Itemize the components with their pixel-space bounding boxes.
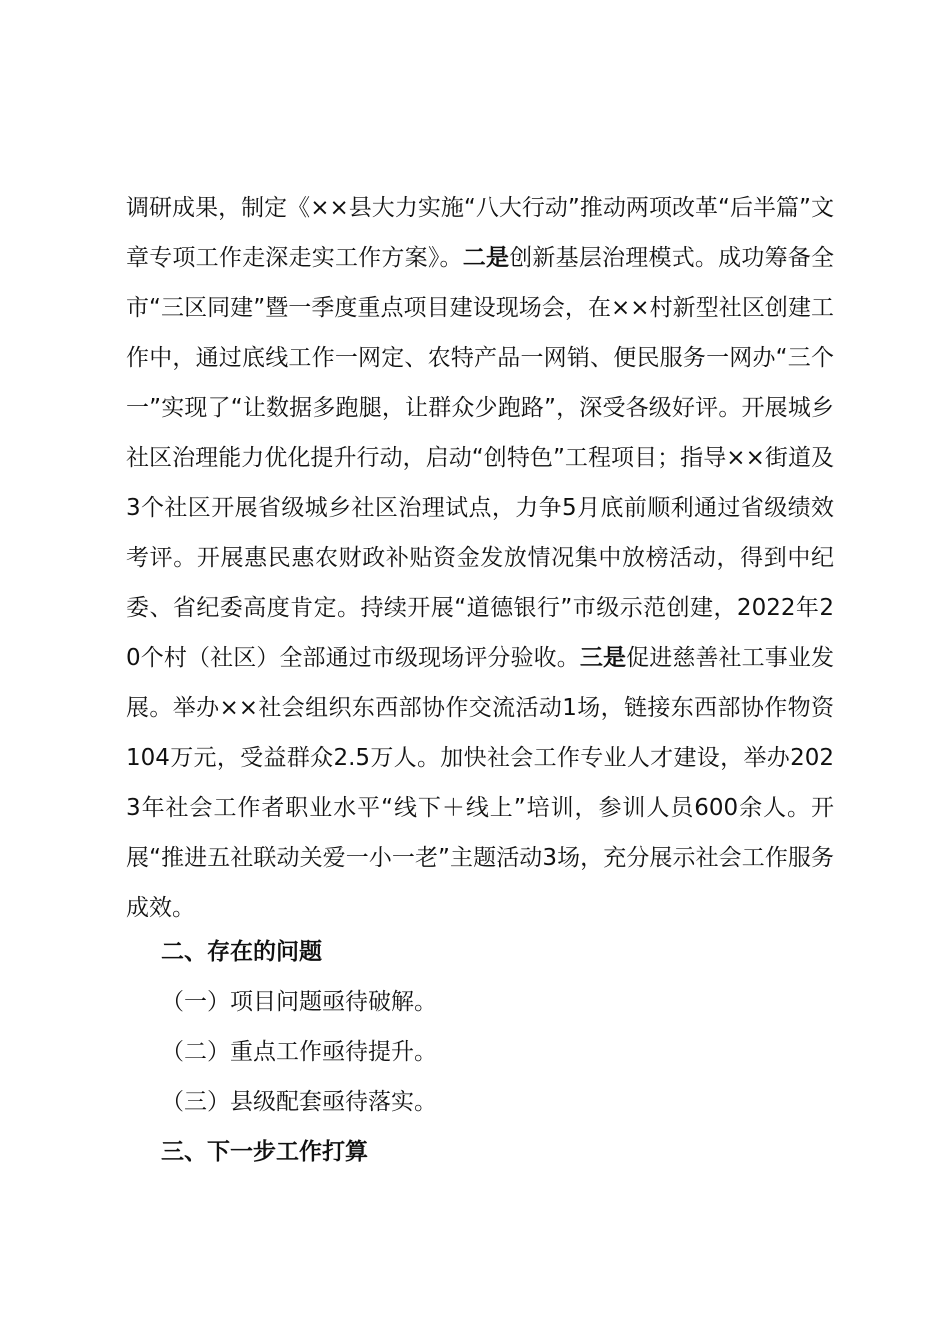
problem-item-3: （三）县级配套亟待落实。 [161, 1089, 437, 1115]
problem-item-2: （二）重点工作亟待提升。 [161, 1039, 437, 1065]
paragraph-text-2: 创新基层治理模式。成功筹备全市“三区同建”暨一季度重点项目建设现场会，在××村新型社区创建工作中，通过底线工作一网定、农特产品一网销、便民服务一网办“三个一”实现了“让数据多跑腿，让群众少跑路”，深受各级好评。开展城乡社区治理能力优化提升行动，启动“创特色”工程项目；指导××街道及3个社区开展省级城乡社区治理试点，力争5月底前顺利通过省级绩效考评。开展惠民惠农财政补贴资金发放情况集中放榜活动，得到中纪委、省纪委高度肯定。持续开展“道德银行”市级示范创建，2022年20个村（社区）全部通过市级现场评分验收。 [126, 245, 835, 671]
section-heading-next-steps: 三、下一步工作打算 [161, 1139, 368, 1165]
bold-marker-3: 三是 [579, 645, 627, 671]
problem-item-1: （一）项目问题亟待破解。 [161, 989, 437, 1015]
body-paragraph [126, 183, 834, 933]
paragraph-text-3: 促进慈善社工事业发展。举办××社会组织东西部协作交流活动1场，链接东西部协作物资104万元，受益群众2.5万人。加快社会工作专业人才建设，举办2023年社会工作者职业水平“线下＋线上”培训，参训人员600余人。开展“推进五社联动关爱一小一老”主题活动3场，充分展示社会工作服务成效。 [126, 645, 835, 921]
section-heading-problems: 二、存在的问题 [161, 939, 322, 965]
paragraph-text-1: 调研成果，制定《××县大力实施“八大行动”推动两项改革“后半篇”文章专项工作走深走实工作方案》。 [126, 195, 834, 271]
bold-marker-2: 二是 [462, 245, 510, 271]
